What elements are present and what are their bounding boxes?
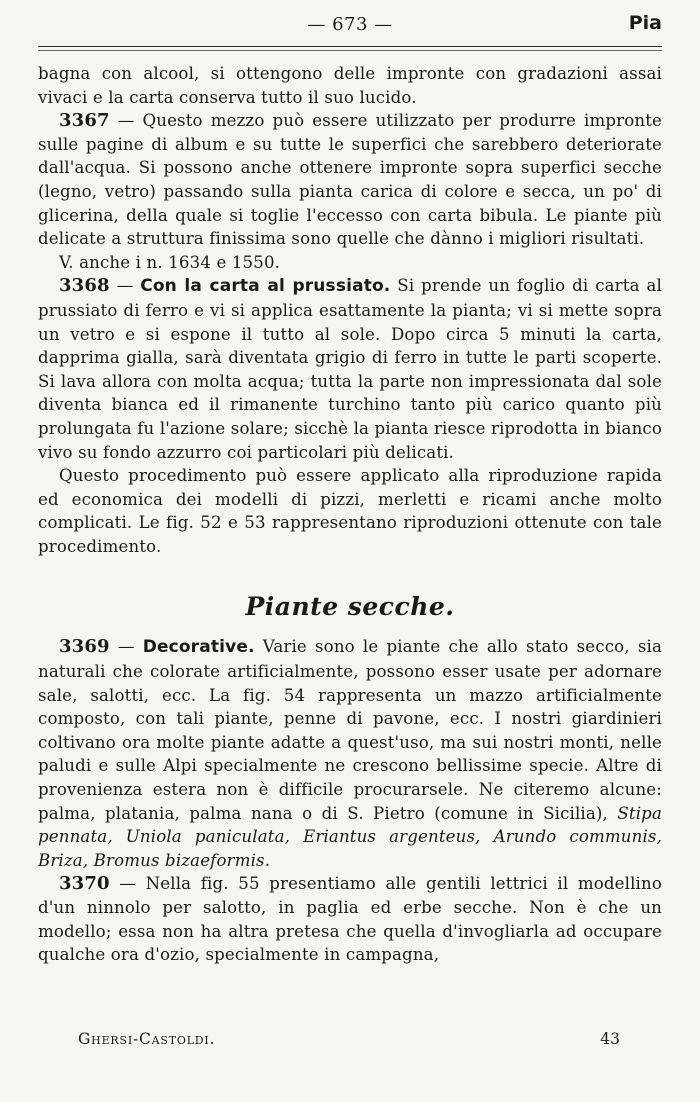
page-number: — 673 — — [307, 14, 393, 35]
paragraph-3368: 3368 — Con la carta al prussiato. Si prende un foglio di carta al prussiato di ferro e vi si applica esattamente la pianta; vi si mette sopra un vetro e si espone il tutto al sole. Dopo circa 5 minuti la carta, dapprima gialla, sarà diventata grigio di ferro in tutte le parti scoperte. Si lava allora con molta acqua; tutta la parte non impressionata dal sole diventa bianca ed il rimanente turchino tanto più carico quanto più prolungata fu l'azione solare; sicchè la pianta riesce riprodotta in bianco vivo su fondo azzurro coi particolari più delicati. — [38, 275, 663, 462]
paragraph-continuation: bagna con alcool, si ottengono delle impronte con gradazioni assai vivaci e la carta conserva tutto il suo lucido. — [38, 64, 662, 107]
section-title: Piante secche. — [245, 592, 455, 622]
paragraph-number: 3367 — [59, 110, 110, 132]
page-header — [38, 10, 662, 42]
paragraph-number: 3369 — [59, 636, 110, 658]
sheet-number: 43 — [600, 1030, 620, 1048]
paragraph-cross-reference: V. anche i n. 1634 e 1550. — [59, 252, 281, 272]
header-rule — [38, 46, 662, 47]
paragraph-3370: 3370 — Nella fig. 55 presentiamo alle gentili lettrici il modellino d'un ninnolo per salotto, in paglia ed erbe secche. Non è che un modello; essa non ha altra pretesa che quella d'invogliarla ad occupare qualche ora d'ozio, specialmente in campagna, — [38, 873, 662, 965]
page-footer — [38, 1026, 662, 1052]
page-body — [38, 62, 662, 967]
paragraph-title: Decorative. — [142, 637, 255, 658]
header-rule-thin — [38, 50, 662, 51]
printer-signature: Ghersi-Castoldi. — [78, 1030, 216, 1048]
paragraph-title: Con la carta al prussiato. — [140, 276, 391, 297]
paragraph-number: 3370 — [59, 873, 110, 895]
paragraph-3369: 3369 — Decorative. Varie sono le piante che allo stato secco, sia naturali che colorate artificialmente, possono esser usate per adornare sale, salotti, ecc. La fig. 54 rappresenta un mazzo artificialmente composto, con tali piante, penne di pavone, ecc. I nostri giardinieri coltivano ora molte piante adatte a quest'uso, ma sui nostri monti, nelle paludi e sulle Alpi specialmente ne crescono bellissime specie. Altre di provenienza estera non è difficile procurarsele. Ne citeremo alcune: palma, platania, palma nana o di S. Pietro (comune in Sicilia), Stipa pennata, Uniola paniculata, Eriantus argenteus, Arundo communis, Briza, Bromus bizaeformis. — [38, 636, 663, 870]
species-list: Stipa pennata, Uniola paniculata, Eriantus argenteus, Arundo communis, Briza, Bromus bizaeformis — [38, 803, 662, 870]
running-head: Pia — [628, 12, 662, 34]
paragraph-3367: 3367 — Questo mezzo può essere utilizzato per produrre impronte sulle pagine di album e su tutte le superfici che sarebbero deteriorate dall'acqua. Si possono anche ottenere impronte sopra superfici secche (legno, vetro) passando sulla pianta carica di colore e secca, un po' di glicerina, della quale si toglie l'eccesso con carta bibula. Le piante più delicate a struttura finissima sono quelle che dànno i migliori risultati. — [38, 110, 662, 249]
paragraph-number: 3368 — [59, 275, 110, 297]
paragraph-procedure: Questo procedimento può essere applicato alla riproduzione rapida ed economica dei modelli di pizzi, merletti e ricami anche molto complicati. Le fig. 52 e 53 rappresentano riproduzioni ottenute con tale procedimento. — [38, 466, 662, 556]
